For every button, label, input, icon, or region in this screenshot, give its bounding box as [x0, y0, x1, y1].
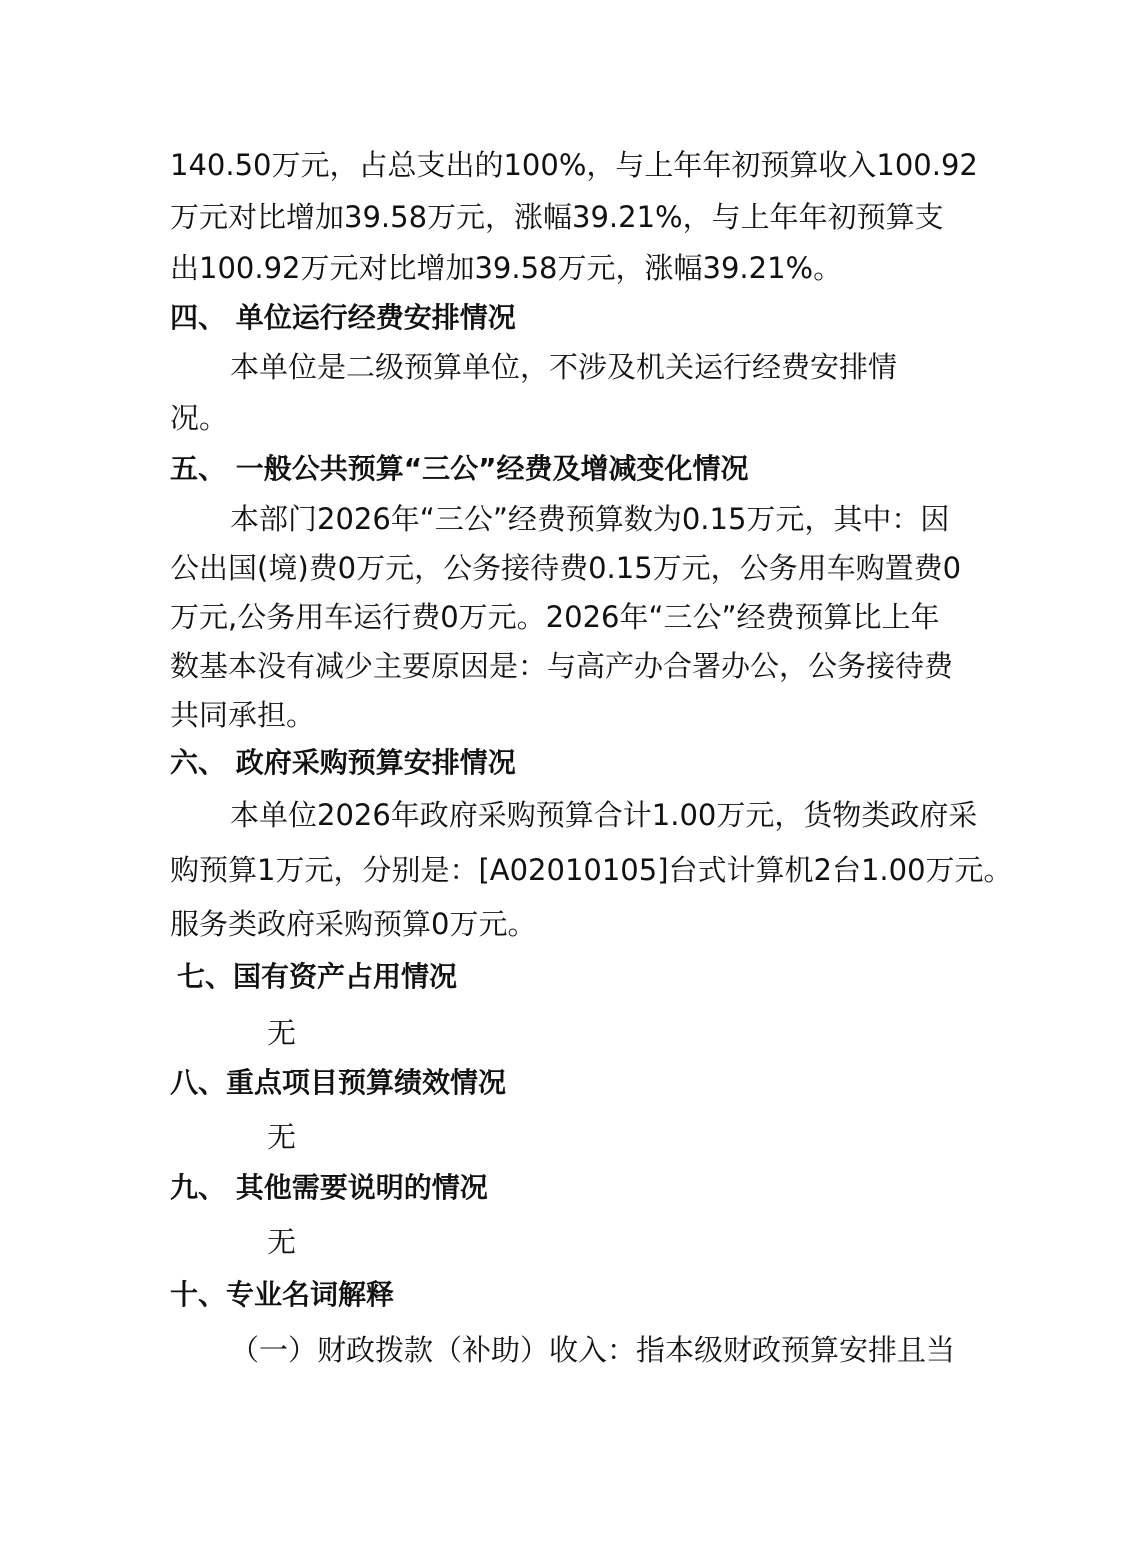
- paragraph-line: 本单位是二级预算单位，不涉及机关运行经费安排情: [230, 350, 898, 384]
- section-heading: 七、国有资产占用情况: [177, 960, 458, 993]
- paragraph-line: 140.50万元，占总支出的100%，与上年年初预算收入100.92: [170, 148, 978, 182]
- section-heading: 八、重点项目预算绩效情况: [170, 1066, 507, 1099]
- paragraph-line: 公出国(境)费0万元，公务接待费0.15万元，公务用车购置费0: [170, 551, 962, 585]
- paragraph-line: 本单位2026年政府采购预算合计1.00万元，货物类政府采: [230, 798, 978, 832]
- paragraph-line: 共同承担。: [170, 698, 316, 732]
- section-heading: 四、 单位运行经费安排情况: [170, 301, 516, 334]
- paragraph-line: 购预算1万元，分别是：[A02010105]台式计算机2台1.00万元。: [170, 853, 1013, 887]
- paragraph-line: 无: [267, 1225, 297, 1259]
- section-heading: 九、 其他需要说明的情况: [170, 1171, 488, 1204]
- paragraph-line: 本部门2026年“三公”经费预算数为0.15万元，其中：因: [230, 502, 950, 536]
- paragraph-line: （一）财政拨款（补助）收入：指本级财政预算安排且当: [230, 1333, 956, 1367]
- paragraph-line: 无: [267, 1016, 297, 1050]
- paragraph-line: 出100.92万元对比增加39.58万元，涨幅39.21%。: [170, 251, 843, 285]
- paragraph-line: 数基本没有减少主要原因是：与高产办合署办公，公务接待费: [170, 649, 954, 683]
- section-heading: 六、 政府采购预算安排情况: [170, 746, 516, 779]
- section-heading: 五、 一般公共预算“三公”经费及增减变化情况: [170, 452, 749, 485]
- paragraph-line: 万元对比增加39.58万元，涨幅39.21%，与上年年初预算支: [170, 200, 944, 234]
- paragraph-line: 无: [267, 1120, 297, 1154]
- section-heading: 十、专业名词解释: [170, 1278, 395, 1311]
- paragraph-line: 况。: [170, 401, 229, 435]
- paragraph-line: 服务类政府采购预算0万元。: [170, 907, 537, 941]
- paragraph-line: 万元,公务用车运行费0万元。2026年“三公”经费预算比上年: [170, 600, 940, 634]
